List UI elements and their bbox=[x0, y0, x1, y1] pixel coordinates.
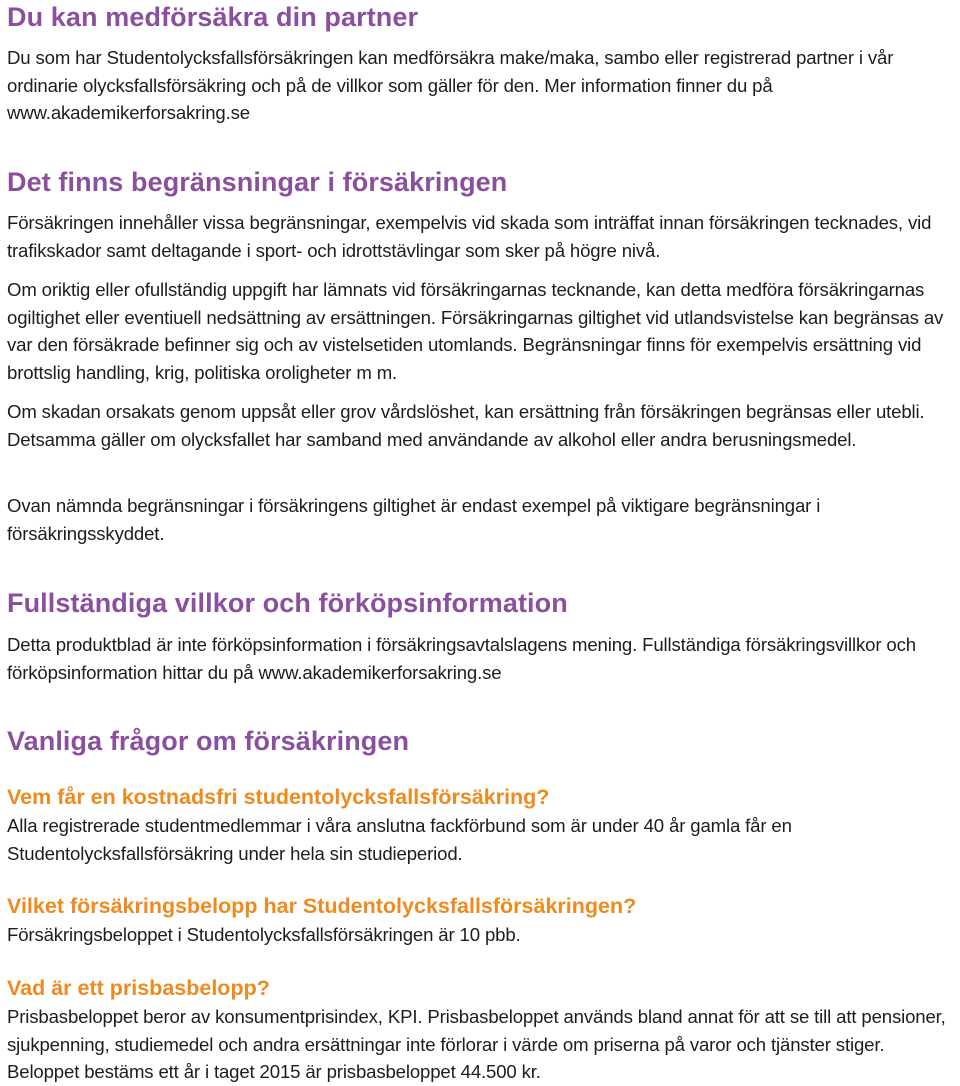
faq-answer-2: Försäkringsbeloppet i Studentolycksfallsförsäkringen är 10 pbb. bbox=[7, 924, 521, 945]
limits-paragraph-4: Ovan nämnda begränsningar i försäkringens giltighet är endast exempel på viktigare begränsningar i försäkringsskyddet. bbox=[7, 495, 821, 544]
faq-question-1: Vem får en kostnadsfri studentolycksfallsförsäkring? bbox=[7, 785, 550, 809]
limits-paragraph-2: Om oriktig eller ofullständig uppgift har lämnats vid försäkringarnas tecknande, kan detta medföra försäkringarnas ogiltighet eller eventiuell nedsättning av ersättningen. Försäkringarnas giltighet vid utlandsvistelse kan begränsas av var den försäkrade befinner sig och av vistelsetiden utomlands. Begränsningar finns för exempelvis ersättning vid brottslig handling, krig, politiska oroligheter m m. bbox=[7, 279, 944, 383]
section-heading-partner: Du kan medförsäkra din partner bbox=[7, 2, 419, 32]
section-heading-faq: Vanliga frågor om försäkringen bbox=[7, 726, 410, 756]
faq-question-3: Vad är ett prisbasbelopp? bbox=[7, 976, 270, 1000]
faq-answer-3: Prisbasbeloppet beror av konsumentprisindex, KPI. Prisbasbeloppet används bland annat för att se till att pensioner, sjukpenning, studiemedel och andra ersättningar inte förlorar i värde om priserna på varor och tjänster stiger. Beloppet bestäms ett år i taget 2015 är prisbasbeloppet 44.500 kr. bbox=[7, 1006, 946, 1082]
faq-question-2: Vilket försäkringsbelopp har Studentolycksfallsförsäkringen? bbox=[7, 894, 637, 918]
faq-answer-1: Alla registrerade studentmedlemmar i våra anslutna fackförbund som är under 40 år gamla får en Studentolycksfallsförsäkring under hela sin studieperiod. bbox=[7, 815, 792, 864]
section-heading-limits: Det finns begränsningar i försäkringen bbox=[7, 167, 508, 197]
limits-paragraph-1: Försäkringen innehåller vissa begränsningar, exempelvis vid skada som inträffat innan försäkringen tecknades, vid trafikskador samt deltagande i sport- och idrottstävlingar som sker på högre nivå. bbox=[7, 212, 932, 261]
limits-paragraph-3: Om skadan orsakats genom uppsåt eller grov vårdslöshet, kan ersättning från försäkringen begränsas eller utebli. Detsamma gäller om olycksfallet har samband med användande av alkohol eller andra berusningsmedel. bbox=[7, 401, 925, 450]
section-heading-terms: Fullständiga villkor och förköpsinformation bbox=[7, 588, 568, 618]
terms-paragraph: Detta produktblad är inte förköpsinformation i försäkringsavtalslagens mening. Fullständiga försäkringsvillkor och förköpsinformation hittar du på www.akademikerforsakring.se bbox=[7, 634, 916, 683]
partner-paragraph: Du som har Studentolycksfallsförsäkringen kan medförsäkra make/maka, sambo eller registrerad partner i vår ordinarie olycksfallsförsäkring och på de villkor som gäller för den. Mer information finner du på www.akademikerforsakring.se bbox=[7, 47, 894, 123]
